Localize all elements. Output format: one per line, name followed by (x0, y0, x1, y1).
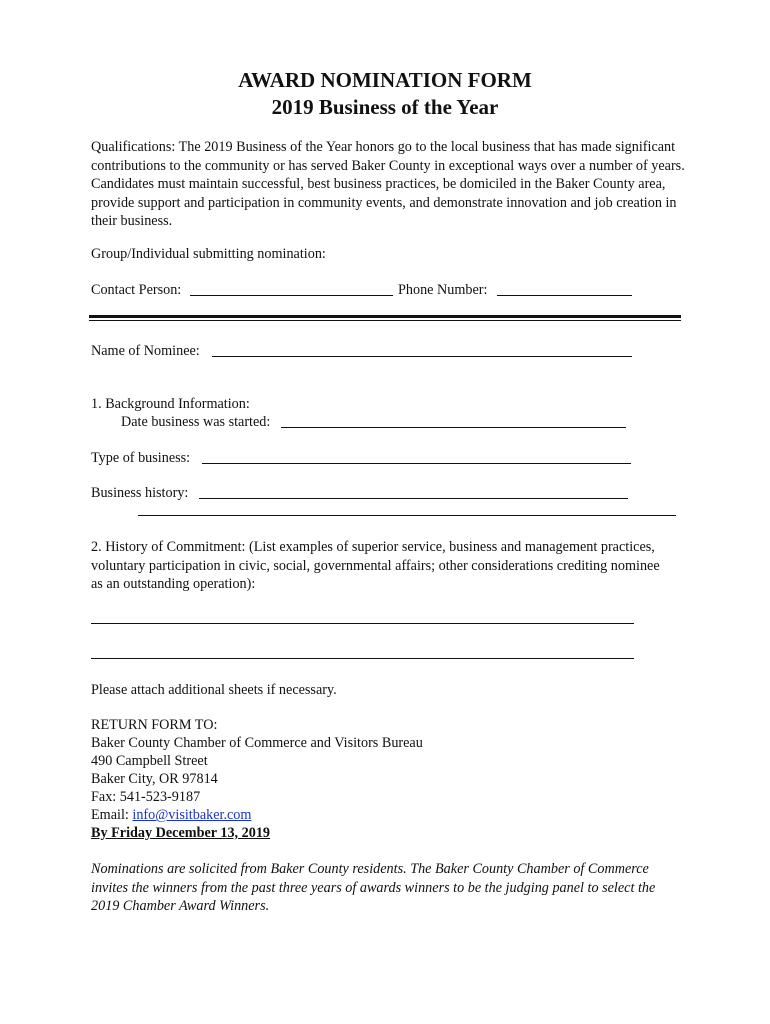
qualifications-paragraph: Qualifications: The 2019 Business of the Year honors go to the local business that has made significant contributions to the community or has served Baker County in exceptional ways over a number of years. Candidates must maintain successful, best business practices, be domiciled in the Baker County area, provide support and participation in community events, and demonstrate innovation and job creation in their business. (91, 139, 685, 229)
deadline-text: By Friday December 13, 2019 (91, 825, 271, 841)
footer-note: Nominations are solicited from Baker County residents. The Baker County Chamber of Commerce invites the winners from the past three years of awards winners to be the judging panel to select the 2019 Chamber Award Winners. (91, 861, 656, 914)
nominee-name-label: Name of Nominee: (91, 343, 200, 359)
return-heading: RETURN FORM TO: (91, 717, 218, 733)
business-type-field[interactable] (202, 463, 631, 464)
nominee-name-field[interactable] (212, 356, 632, 357)
email-label: Email: (91, 807, 133, 823)
form-title: AWARD NOMINATION FORM (238, 68, 532, 92)
background-info-heading: 1. Background Information: (91, 396, 250, 412)
commitment-field-line1[interactable] (91, 623, 634, 624)
contact-person-field[interactable] (190, 295, 393, 296)
section-divider-thick (89, 315, 681, 318)
email-link[interactable]: info@visitbaker.com (132, 807, 252, 823)
return-organization: Baker County Chamber of Commerce and Visitors Bureau (91, 735, 423, 751)
return-email-row (91, 806, 251, 824)
form-subtitle: 2019 Business of the Year (271, 95, 499, 119)
return-street: 490 Campbell Street (91, 753, 208, 769)
business-history-label: Business history: (91, 485, 189, 501)
date-started-label: Date business was started: (121, 414, 271, 430)
business-history-field[interactable] (199, 498, 628, 499)
return-fax: Fax: 541-523-9187 (91, 789, 201, 805)
contact-person-label: Contact Person: (91, 282, 182, 298)
commitment-field-line2[interactable] (91, 658, 634, 659)
business-type-label: Type of business: (91, 450, 191, 466)
phone-number-label: Phone Number: (398, 282, 488, 298)
business-history-field-line2[interactable] (138, 515, 676, 516)
return-city: Baker City, OR 97814 (91, 771, 218, 787)
section-divider-thin (89, 320, 681, 321)
date-started-field[interactable] (281, 427, 626, 428)
commitment-paragraph: 2. History of Commitment: (List examples of superior service, business and management practices, voluntary participation in civic, social, governmental affairs; other considerations crediting nominee as an outstanding operation): (91, 539, 660, 592)
attach-sheets-note: Please attach additional sheets if necessary. (91, 682, 337, 698)
phone-number-field[interactable] (497, 295, 632, 296)
group-submitting-label: Group/Individual submitting nomination: (91, 246, 326, 262)
